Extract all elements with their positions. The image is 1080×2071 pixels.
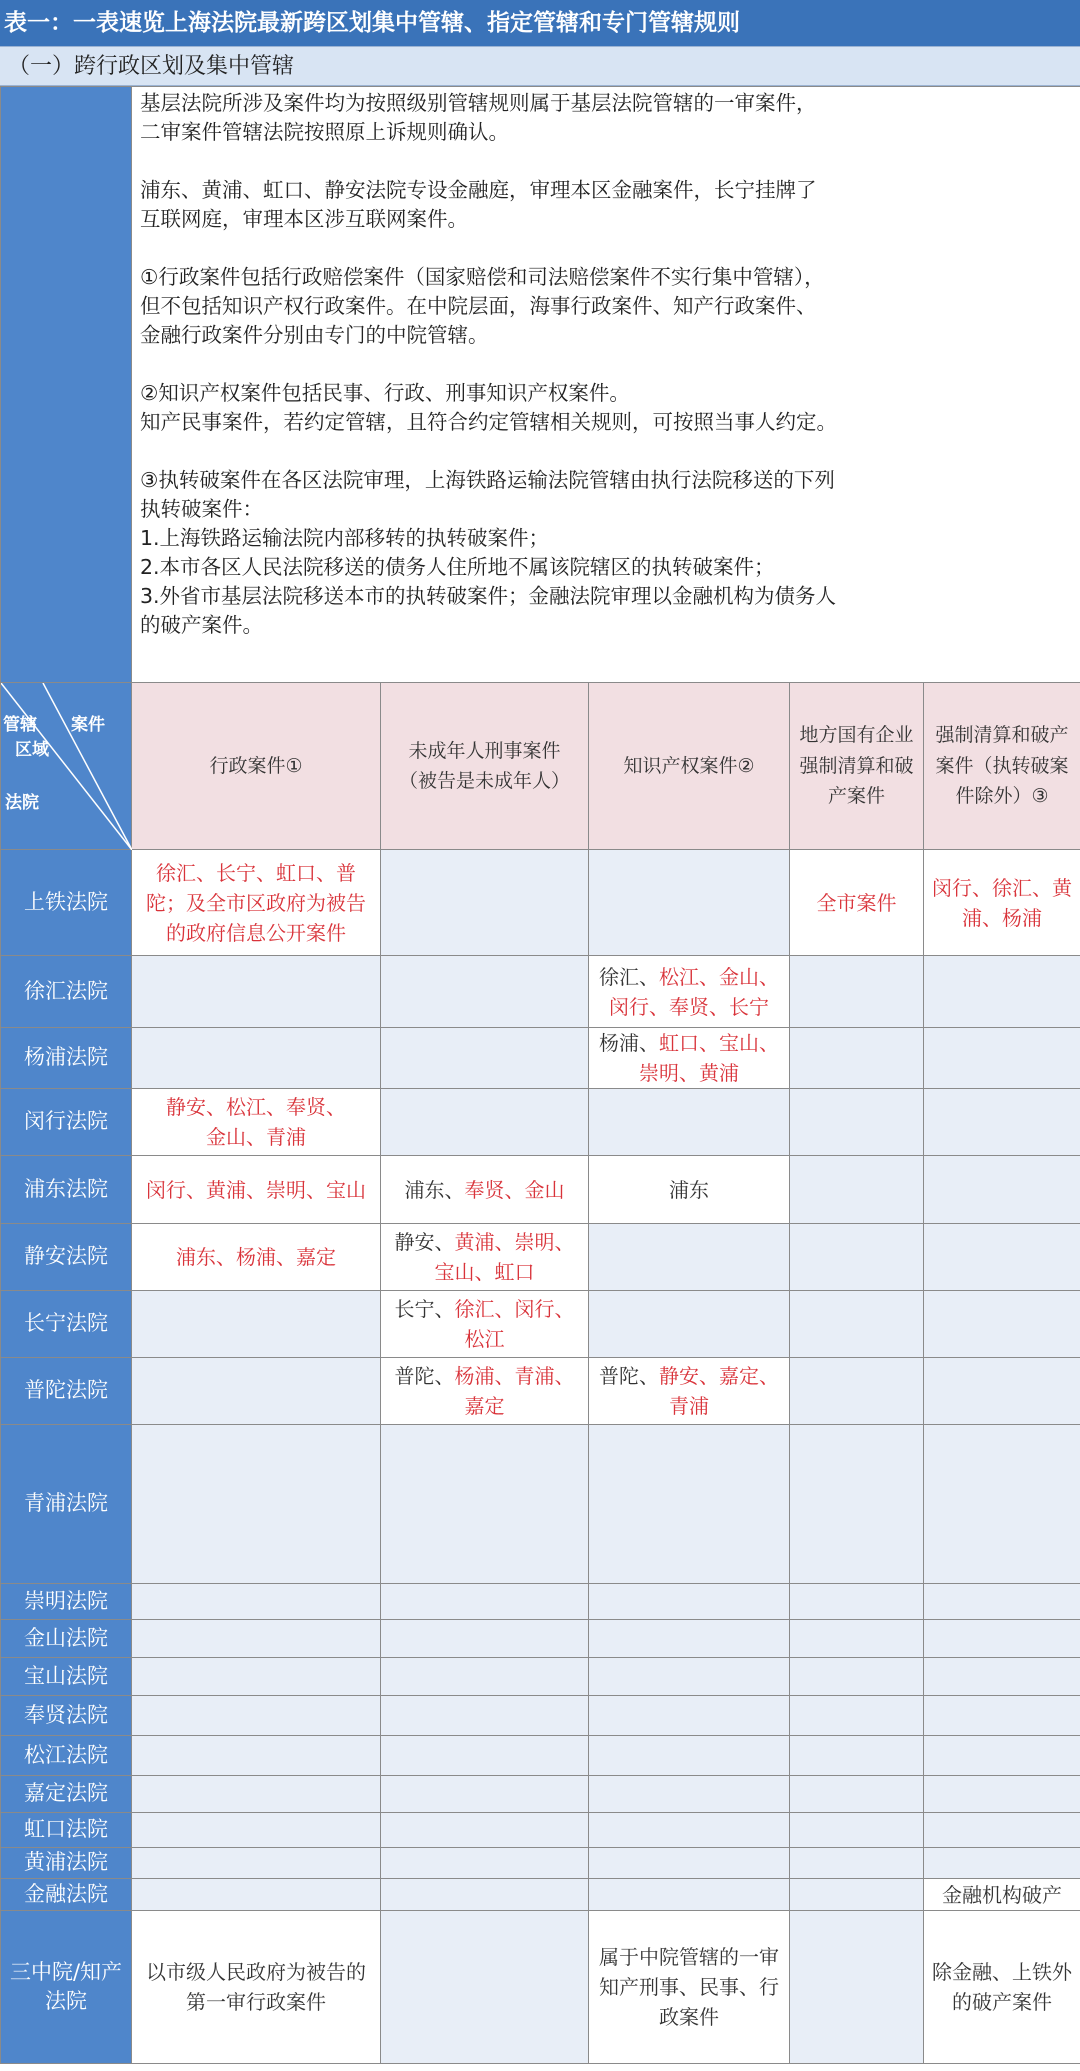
assignment-cell <box>589 1156 790 1224</box>
cell-text: 浦东 <box>669 1177 709 1202</box>
empty-cell <box>924 1848 1080 1879</box>
note-paragraph: ①行政案件包括行政赔偿案件（国家赔偿和司法赔偿案件不实行集中管辖）， 但不包括知识产权行政案件。在中院层面，海事行政案件、知产行政案件、 金融行政案件分别由专门的中院管辖。 <box>140 265 825 347</box>
empty-cell <box>132 1776 381 1813</box>
empty-cell <box>924 1658 1080 1696</box>
cell-text: 以市级人民政府为被告的 第一审行政案件 <box>146 1960 366 2014</box>
table-row <box>1 1224 1080 1291</box>
header-soe-liquidation-cases: 地方国有企业 强制清算和破 产案件 <box>790 683 924 850</box>
empty-cell <box>381 850 589 956</box>
empty-cell <box>589 1658 790 1696</box>
table-row <box>1 1620 1080 1658</box>
empty-cell <box>381 1089 589 1156</box>
empty-cell <box>132 1358 381 1425</box>
section-heading: （一）跨行政区划及集中管辖 <box>0 46 1080 86</box>
assignment-cell <box>924 1879 1080 1911</box>
empty-cell <box>132 1879 381 1911</box>
empty-cell <box>790 956 924 1028</box>
empty-cell <box>790 1848 924 1879</box>
cell-text: 普陀、 <box>394 1364 455 1388</box>
cell-text: 松江、金山、 闵行、奉贤、长宁 <box>609 964 779 1019</box>
cell-text: 徐汇、 <box>599 964 659 989</box>
court-name-cell: 松江法院 <box>1 1736 132 1776</box>
table-row <box>1 1425 1080 1584</box>
assignment-cell <box>132 1089 381 1156</box>
empty-cell <box>790 1156 924 1224</box>
empty-cell <box>790 1696 924 1736</box>
court-name-cell: 虹口法院 <box>1 1813 132 1848</box>
empty-cell <box>924 1776 1080 1813</box>
table-row <box>1 1879 1080 1911</box>
table-row <box>1 1089 1080 1156</box>
cell-text: 除金融、上铁外 的破产案件 <box>932 1960 1072 2014</box>
table-title: 表一：一表速览上海法院最新跨区划集中管辖、指定管辖和专门管辖规则 <box>0 0 1080 46</box>
empty-cell <box>589 850 790 956</box>
assignment-cell <box>790 850 924 956</box>
assignment-cell <box>924 850 1080 956</box>
empty-cell <box>790 1813 924 1848</box>
cell-text: 虹口、宝山、 崇明、黄浦 <box>639 1031 779 1085</box>
table-row <box>1 1658 1080 1696</box>
table-row <box>1 1848 1080 1879</box>
table-row <box>1 1736 1080 1776</box>
diagonal-lines <box>1 683 132 850</box>
cell-text: 闵行、徐汇、黄 浦、杨浦 <box>932 875 1072 930</box>
empty-cell <box>924 956 1080 1028</box>
cell-text: 闵行、黄浦、崇明、宝山 <box>146 1177 366 1202</box>
empty-cell <box>790 1658 924 1696</box>
header-administrative-cases: 行政案件① <box>132 683 381 850</box>
assignment-cell <box>381 1224 589 1291</box>
empty-cell <box>132 1425 381 1584</box>
table-row <box>1 1291 1080 1358</box>
corner-area-label-2: 区域 <box>15 740 49 760</box>
empty-cell <box>790 1584 924 1620</box>
empty-cell <box>790 1358 924 1425</box>
cell-text: 黄浦、崇明、 宝山、虹口 <box>434 1230 575 1284</box>
empty-cell <box>924 1813 1080 1848</box>
table-row <box>1 1358 1080 1425</box>
empty-cell <box>924 1028 1080 1089</box>
empty-cell <box>924 1156 1080 1224</box>
header-liquidation-bankruptcy-cases: 强制清算和破产 案件（执转破案 件除外）③ <box>924 683 1080 850</box>
note-paragraph: 基层法院所涉及案件均为按照级别管辖规则属于基层法院管辖的一审案件， 二审案件管辖法院按照原上诉规则确认。 <box>140 91 817 144</box>
court-name-cell: 静安法院 <box>1 1224 132 1291</box>
court-name-cell: 金山法院 <box>1 1620 132 1658</box>
court-name-cell: 青浦法院 <box>1 1425 132 1584</box>
table-row <box>1 1696 1080 1736</box>
empty-cell <box>132 1658 381 1696</box>
corner-area-label-1: 管辖 <box>3 715 37 735</box>
assignment-cell <box>589 1028 790 1089</box>
empty-cell <box>132 1584 381 1620</box>
note-paragraph: ③执转破案件在各区法院审理，上海铁路运输法院管辖由执行法院移送的下列 执转破案件： 1.上海铁路运输法院内部移转的执转破案件； 2.本市各区人民法院移送的债务人住所地不属该院辖区的执转破案件； 3.外省市基层法院移送本市的执转破案件；金融法院审理以金融机构为债务人 的破产案件。 <box>140 468 837 637</box>
assignment-cell <box>381 1156 589 1224</box>
cell-text: 普陀、 <box>599 1364 659 1388</box>
cell-text: 静安、松江、奉贤、 金山、青浦 <box>166 1095 346 1149</box>
empty-cell <box>924 1620 1080 1658</box>
empty-cell <box>589 1584 790 1620</box>
assignment-cell <box>589 1911 790 2064</box>
header-ip-cases: 知识产权案件② <box>589 683 790 850</box>
table-row <box>1 1028 1080 1089</box>
court-name-cell: 嘉定法院 <box>1 1776 132 1813</box>
assignment-cell <box>381 1291 589 1358</box>
empty-cell <box>132 1620 381 1658</box>
court-name-cell: 三中院/知产 法院 <box>1 1911 132 2064</box>
notes-row <box>1 87 1080 683</box>
empty-cell <box>132 1848 381 1879</box>
court-name-cell: 崇明法院 <box>1 1584 132 1620</box>
empty-cell <box>589 1848 790 1879</box>
empty-cell <box>381 1425 589 1584</box>
table-row <box>1 956 1080 1028</box>
notes-cell <box>132 87 1080 683</box>
cell-text: 徐汇、闵行、 松江 <box>454 1297 575 1351</box>
empty-cell <box>790 1620 924 1658</box>
cell-text: 杨浦、青浦、 嘉定 <box>454 1364 575 1418</box>
assignment-cell <box>132 1911 381 2064</box>
corner-court-label: 法院 <box>5 793 39 813</box>
empty-cell <box>589 1736 790 1776</box>
cell-text: 徐汇、长宁、虹口、普 陀；及全市区政府为被告 的政府信息公开案件 <box>146 860 366 945</box>
empty-cell <box>589 1291 790 1358</box>
cell-text: 浦东、 <box>404 1177 465 1202</box>
cell-text: 金融机构破产 <box>942 1882 1062 1907</box>
cell-text: 静安、嘉定、 青浦 <box>659 1364 779 1418</box>
empty-cell <box>790 1089 924 1156</box>
empty-cell <box>381 1848 589 1879</box>
header-juvenile-criminal-cases: 未成年人刑事案件 （被告是未成年人） <box>381 683 589 850</box>
empty-cell <box>924 1696 1080 1736</box>
empty-cell <box>132 1291 381 1358</box>
court-name-cell: 徐汇法院 <box>1 956 132 1028</box>
empty-cell <box>589 1813 790 1848</box>
empty-cell <box>790 1291 924 1358</box>
empty-cell <box>381 1736 589 1776</box>
empty-cell <box>924 1584 1080 1620</box>
empty-cell <box>381 1879 589 1911</box>
table-row <box>1 1813 1080 1848</box>
empty-cell <box>589 1224 790 1291</box>
empty-cell <box>790 1425 924 1584</box>
assignment-cell <box>132 1156 381 1224</box>
empty-cell <box>924 1291 1080 1358</box>
empty-cell <box>790 1911 924 2064</box>
court-name-cell: 长宁法院 <box>1 1291 132 1358</box>
empty-cell <box>790 1028 924 1089</box>
empty-cell <box>924 1736 1080 1776</box>
court-name-cell: 普陀法院 <box>1 1358 132 1425</box>
assignment-cell <box>924 1911 1080 2064</box>
court-name-cell: 黄浦法院 <box>1 1848 132 1879</box>
cell-text: 静安、 <box>394 1230 455 1254</box>
court-name-cell: 奉贤法院 <box>1 1696 132 1736</box>
empty-cell <box>381 1813 589 1848</box>
table-row <box>1 1776 1080 1813</box>
empty-cell <box>381 956 589 1028</box>
empty-cell <box>132 1028 381 1089</box>
empty-cell <box>589 1620 790 1658</box>
empty-cell <box>924 1425 1080 1584</box>
corner-case-label: 案件 <box>71 715 105 735</box>
empty-cell <box>589 1776 790 1813</box>
court-name-cell: 上铁法院 <box>1 850 132 956</box>
empty-cell <box>381 1658 589 1696</box>
empty-cell <box>589 1089 790 1156</box>
empty-cell <box>790 1736 924 1776</box>
empty-cell <box>132 1736 381 1776</box>
cell-text: 全市案件 <box>816 890 897 915</box>
empty-cell <box>381 1028 589 1089</box>
cell-text: 属于中院管辖的一审 知产刑事、民事、行 政案件 <box>599 1945 779 2029</box>
assignment-cell <box>381 1358 589 1425</box>
notes-side-cell <box>1 87 132 683</box>
assignment-cell <box>589 956 790 1028</box>
court-name-cell: 浦东法院 <box>1 1156 132 1224</box>
table-row <box>1 1911 1080 2064</box>
table-row <box>1 850 1080 956</box>
empty-cell <box>924 1089 1080 1156</box>
empty-cell <box>132 1813 381 1848</box>
empty-cell <box>790 1224 924 1291</box>
cell-text: 奉贤、金山 <box>464 1177 565 1202</box>
assignment-cell <box>589 1358 790 1425</box>
table-row <box>1 1156 1080 1224</box>
empty-cell <box>381 1776 589 1813</box>
court-name-cell: 宝山法院 <box>1 1658 132 1696</box>
empty-cell <box>924 1224 1080 1291</box>
cell-text: 杨浦、 <box>599 1031 659 1055</box>
jurisdiction-table <box>0 86 1080 2064</box>
empty-cell <box>132 956 381 1028</box>
empty-cell <box>381 1620 589 1658</box>
cell-text: 浦东、杨浦、嘉定 <box>176 1245 336 1269</box>
table-row <box>1 1584 1080 1620</box>
corner-header-cell <box>1 683 132 850</box>
empty-cell <box>790 1879 924 1911</box>
empty-cell <box>381 1584 589 1620</box>
empty-cell <box>381 1911 589 2064</box>
note-paragraph: 浦东、黄浦、虹口、静安法院专设金融庭，审理本区金融案件，长宁挂牌了 互联网庭，审理本区涉互联网案件。 <box>140 178 817 231</box>
court-name-cell: 杨浦法院 <box>1 1028 132 1089</box>
court-name-cell: 金融法院 <box>1 1879 132 1911</box>
empty-cell <box>589 1425 790 1584</box>
empty-cell <box>132 1696 381 1736</box>
cell-text: 长宁、 <box>394 1297 455 1321</box>
assignment-cell <box>132 1224 381 1291</box>
note-paragraph: ②知识产权案件包括民事、行政、刑事知识产权案件。 知产民事案件，若约定管辖，且符合约定管辖相关规则，可按照当事人约定。 <box>140 381 837 434</box>
empty-cell <box>790 1776 924 1813</box>
assignment-cell <box>132 850 381 956</box>
empty-cell <box>589 1696 790 1736</box>
empty-cell <box>381 1696 589 1736</box>
header-row <box>1 683 1080 850</box>
empty-cell <box>589 1879 790 1911</box>
empty-cell <box>924 1358 1080 1425</box>
court-name-cell: 闵行法院 <box>1 1089 132 1156</box>
